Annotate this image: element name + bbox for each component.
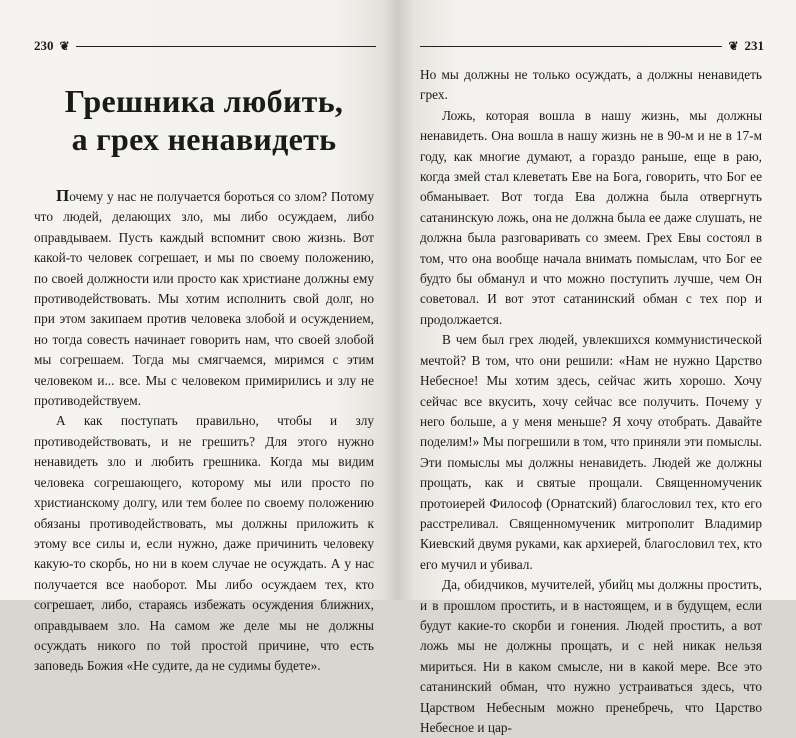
paragraph — [34, 186, 374, 411]
paragraph: Ложь, которая вошла в нашу жизнь, мы должны ненавидеть. Она вошла в нашу жизнь не в 90-м и не в 17-м году, как многие думают, а гораздо раньше, еще в раю, когда змей стал клеветать Еве на Бога, говорить, что Бог ее обманывает. Вот тогда Ева должна была отвергнуть сатанинскую ложь, она не должна была ее даже слушать, не должна была разговаривать со змеем. Грех Евы состоял в том, что она вообще начала внимать помыслам, что Бог ее будто бы обманул и что можно поступить лучше, чем Он советовал. И вот этот сатанинский обман с тех пор и продолжается. — [420, 107, 762, 327]
right-page-header — [420, 38, 764, 54]
paragraph: Но мы должны не только осуждать, а должны ненавидеть грех. — [420, 67, 762, 103]
header-rule — [76, 46, 376, 47]
left-page — [0, 0, 398, 674]
left-page-body — [34, 186, 374, 677]
ornament-icon: ❦ — [59, 38, 70, 53]
right-page-body — [420, 65, 762, 738]
paragraph-text: очему у нас не получается бороться со злом? Потому что людей, делающих зло, мы либо осуждаем, либо оправдываем. Пусть каждый вспомнит свою жизнь. Вот какой-то человек согрешает, и мы по своему положению, по своей должности или просто как христиане должны ему противодействовать. Мы хотим исполнить свой долг, но при этом закипаем против человека злобой и осуждением, но тогда совесть начинает говорить нам, что своей злобой мы согрешаем. Тогда мы смягчаемся, миримся с этим человеком и... все. Мы с человеком примирились и злу не противодействуем. — [34, 189, 374, 409]
page-number: 230 — [34, 38, 54, 53]
title-line-2: а грех ненавидеть — [71, 121, 337, 157]
drop-cap: П — [56, 186, 70, 205]
header-rule — [420, 46, 722, 47]
paragraph: В чем был грех людей, увлекшихся коммунистической мечтой? В том, что они решили: «Нам не нужно Царство Небесное! Мы хотим здесь, сейчас жить хорошо. Хочу сейчас все вкусить, хочу сейчас все получить. Почему у него больше, а у меня меньше? Я хочу отобрать. Давайте поделим!» Мы погрешили в том, что приняли эти помыслы. Эти помыслы мы должны ненавидеть. Людей же должны прощать, как и святые прощали. Священномученик протоиерей Философ (Орнатский) благословил тех, кто его расстреливал. Священномученик митрополит Владимир Киевский двумя руками, как архиерей, благословил тех, кто его мучил и убивал. — [420, 332, 762, 572]
ornament-icon: ❦ — [728, 38, 739, 53]
paragraph: А как поступать правильно, чтобы и злу противодействовать, и не грешить? Для этого нужно ненавидеть зло и любить грешника. Когда мы видим человека согрешающего, которому мы или просто по христианскому долгу, или тем более по своему положению обязаны противодействовать, мы должны приложить к этому все силы и, если нужно, даже причинить человеку какую-то скорбь, но ни в коем случае не осуждать. А у нас получается все наоборот. Мы либо осуждаем тех, кто согрешает, либо, стараясь избежать осуждения ближних, оправдываем зло. На самом же деле мы не должны осуждать никого по той простой причине, что есть заповедь Божия «Не судите, да не судимы будете». — [34, 413, 374, 674]
paragraph: Да, обидчиков, мучителей, убийц мы должны простить, и в прошлом простить, и в настоящем, и в будущем, если будут какие-то скорби и гонения. Людей простить, а вот ложь мы не должны прощать, и с ней никак нельзя мириться. Ни в каком смысле, ни в какой мере. Все это сатанинский обман, что нужно устраиваться здесь, что Царством Небесным можно пренебречь, что Царство Небесное и цар- — [420, 577, 762, 735]
left-page-header — [34, 38, 376, 54]
right-page — [398, 0, 796, 735]
page-number: 231 — [744, 38, 764, 53]
title-line-1: Грешника любить, — [64, 83, 344, 119]
chapter-title — [34, 82, 374, 158]
